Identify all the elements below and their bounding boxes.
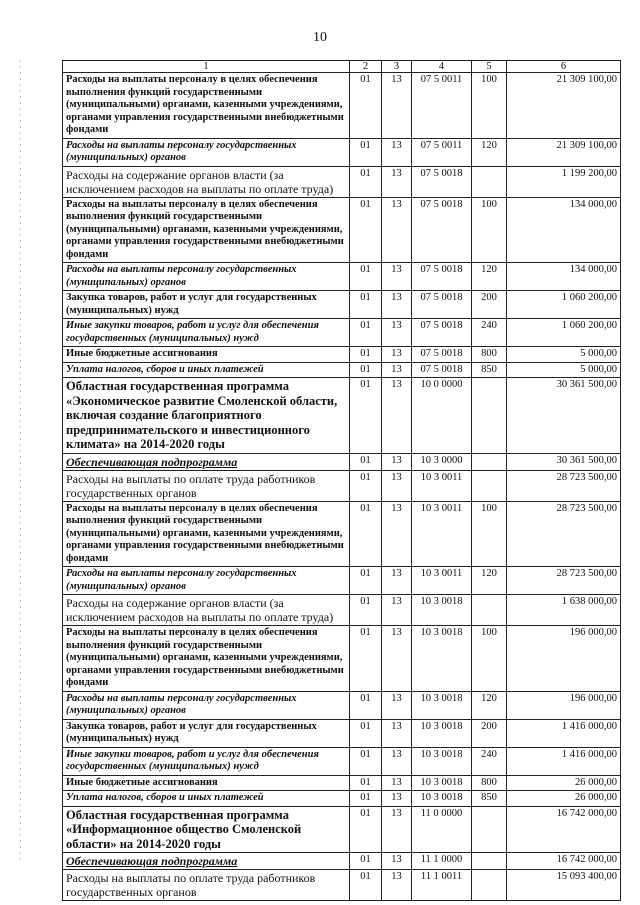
row-section: 01 xyxy=(350,470,382,501)
row-name: Обеспечивающая подпрограмма xyxy=(63,453,350,470)
row-name: Расходы на выплаты персоналу в целях обеспечения выполнения функций государственными (муниципальными) органами, казенными учреждениями, органами управления государственными внебюджетными фондами xyxy=(63,197,350,263)
page-number: 10 xyxy=(313,30,327,45)
table-row xyxy=(63,319,621,347)
row-amount: 1 060 200,00 xyxy=(507,291,621,319)
table-row xyxy=(63,747,621,775)
row-target-code: 10 3 0018 xyxy=(412,791,472,807)
table-row xyxy=(63,691,621,719)
row-subsection: 13 xyxy=(382,853,412,870)
row-target-code: 10 0 0000 xyxy=(412,378,472,454)
row-expense-type: 800 xyxy=(472,347,507,363)
row-section: 01 xyxy=(350,870,382,901)
table-row xyxy=(63,791,621,807)
table-row xyxy=(63,775,621,791)
row-name: Областная государственная программа «Экономическое развитие Смоленской области, включая создание благоприятного предпринимательского и инвестиционного климата» на 2014-2020 годы xyxy=(63,378,350,454)
budget-table xyxy=(62,60,621,901)
table-row xyxy=(63,501,621,567)
row-subsection: 13 xyxy=(382,362,412,378)
row-expense-type xyxy=(472,470,507,501)
row-expense-type xyxy=(472,853,507,870)
row-expense-type: 100 xyxy=(472,197,507,263)
row-amount: 1 416 000,00 xyxy=(507,747,621,775)
row-amount: 26 000,00 xyxy=(507,791,621,807)
table-header-row xyxy=(63,61,621,73)
row-amount: 30 361 500,00 xyxy=(507,453,621,470)
row-section: 01 xyxy=(350,595,382,626)
row-target-code: 10 3 0018 xyxy=(412,747,472,775)
row-amount: 26 000,00 xyxy=(507,775,621,791)
row-expense-type xyxy=(472,166,507,197)
row-target-code: 10 3 0018 xyxy=(412,691,472,719)
row-target-code: 10 3 0011 xyxy=(412,567,472,595)
row-expense-type: 120 xyxy=(472,263,507,291)
row-section: 01 xyxy=(350,691,382,719)
row-name: Расходы на выплаты по оплате труда работников государственных органов xyxy=(63,470,350,501)
row-name: Уплата налогов, сборов и иных платежей xyxy=(63,362,350,378)
row-target-code: 11 1 0000 xyxy=(412,853,472,870)
row-expense-type xyxy=(472,595,507,626)
row-subsection: 13 xyxy=(382,501,412,567)
row-section: 01 xyxy=(350,626,382,692)
table-row xyxy=(63,347,621,363)
row-amount: 28 723 500,00 xyxy=(507,501,621,567)
table-body xyxy=(63,73,621,901)
margin-guide xyxy=(20,60,21,860)
row-expense-type: 100 xyxy=(472,626,507,692)
row-subsection: 13 xyxy=(382,319,412,347)
row-expense-type: 200 xyxy=(472,719,507,747)
table-row xyxy=(63,595,621,626)
row-expense-type: 120 xyxy=(472,138,507,166)
row-name: Областная государственная программа «Информационное общество Смоленской области» на 2014-2020 годы xyxy=(63,806,350,853)
row-expense-type: 100 xyxy=(472,73,507,139)
row-subsection: 13 xyxy=(382,870,412,901)
row-section: 01 xyxy=(350,453,382,470)
row-name: Закупка товаров, работ и услуг для государственных (муниципальных) нужд xyxy=(63,291,350,319)
row-section: 01 xyxy=(350,501,382,567)
row-expense-type: 850 xyxy=(472,791,507,807)
row-target-code: 10 3 0011 xyxy=(412,501,472,567)
row-subsection: 13 xyxy=(382,378,412,454)
row-target-code: 10 3 0018 xyxy=(412,719,472,747)
row-subsection: 13 xyxy=(382,595,412,626)
row-section: 01 xyxy=(350,138,382,166)
row-amount: 16 742 000,00 xyxy=(507,806,621,853)
table-row xyxy=(63,291,621,319)
row-target-code: 07 5 0011 xyxy=(412,138,472,166)
row-amount: 15 093 400,00 xyxy=(507,870,621,901)
row-amount: 5 000,00 xyxy=(507,362,621,378)
row-name: Расходы на выплаты персоналу государственных (муниципальных) органов xyxy=(63,138,350,166)
header-col-5: 5 xyxy=(472,61,507,73)
row-amount: 1 060 200,00 xyxy=(507,319,621,347)
row-target-code: 07 5 0018 xyxy=(412,166,472,197)
row-target-code: 07 5 0018 xyxy=(412,362,472,378)
row-amount: 196 000,00 xyxy=(507,626,621,692)
table-row xyxy=(63,197,621,263)
row-target-code: 07 5 0018 xyxy=(412,291,472,319)
row-subsection: 13 xyxy=(382,138,412,166)
row-amount: 134 000,00 xyxy=(507,197,621,263)
row-section: 01 xyxy=(350,319,382,347)
row-target-code: 07 5 0018 xyxy=(412,319,472,347)
header-col-3: 3 xyxy=(382,61,412,73)
row-amount: 16 742 000,00 xyxy=(507,853,621,870)
row-name: Закупка товаров, работ и услуг для государственных (муниципальных) нужд xyxy=(63,719,350,747)
row-name: Иные бюджетные ассигнования xyxy=(63,775,350,791)
table-row xyxy=(63,73,621,139)
row-name: Иные бюджетные ассигнования xyxy=(63,347,350,363)
row-name: Уплата налогов, сборов и иных платежей xyxy=(63,791,350,807)
row-name: Иные закупки товаров, работ и услуг для обеспечения государственных (муниципальных) нужд xyxy=(63,747,350,775)
row-subsection: 13 xyxy=(382,291,412,319)
row-target-code: 07 5 0018 xyxy=(412,197,472,263)
row-expense-type xyxy=(472,378,507,454)
row-amount: 28 723 500,00 xyxy=(507,470,621,501)
row-expense-type: 240 xyxy=(472,319,507,347)
row-amount: 1 416 000,00 xyxy=(507,719,621,747)
row-subsection: 13 xyxy=(382,166,412,197)
row-expense-type xyxy=(472,870,507,901)
header-col-1: 1 xyxy=(63,61,350,73)
row-amount: 5 000,00 xyxy=(507,347,621,363)
row-section: 01 xyxy=(350,73,382,139)
row-subsection: 13 xyxy=(382,347,412,363)
table-row xyxy=(63,362,621,378)
row-amount: 21 309 100,00 xyxy=(507,73,621,139)
row-section: 01 xyxy=(350,719,382,747)
row-section: 01 xyxy=(350,806,382,853)
row-expense-type: 850 xyxy=(472,362,507,378)
row-expense-type: 120 xyxy=(472,691,507,719)
row-target-code: 10 3 0018 xyxy=(412,595,472,626)
row-subsection: 13 xyxy=(382,747,412,775)
row-expense-type: 200 xyxy=(472,291,507,319)
row-subsection: 13 xyxy=(382,470,412,501)
table-row xyxy=(63,853,621,870)
table-row xyxy=(63,263,621,291)
row-name: Расходы на выплаты персоналу государственных (муниципальных) органов xyxy=(63,691,350,719)
row-name: Расходы на выплаты персоналу в целях обеспечения выполнения функций государственными (муниципальными) органами, казенными учреждениями, органами управления государственными внебюджетными фондами xyxy=(63,73,350,139)
row-expense-type xyxy=(472,453,507,470)
table-row xyxy=(63,453,621,470)
row-name: Обеспечивающая подпрограмма xyxy=(63,853,350,870)
row-subsection: 13 xyxy=(382,197,412,263)
row-section: 01 xyxy=(350,747,382,775)
row-subsection: 13 xyxy=(382,73,412,139)
row-section: 01 xyxy=(350,263,382,291)
row-name: Расходы на выплаты персоналу государственных (муниципальных) органов xyxy=(63,263,350,291)
table-row xyxy=(63,719,621,747)
row-name: Расходы на содержание органов власти (за исключением расходов на выплаты по оплате труда) xyxy=(63,595,350,626)
header-col-6: 6 xyxy=(507,61,621,73)
row-section: 01 xyxy=(350,291,382,319)
row-subsection: 13 xyxy=(382,626,412,692)
header-col-4: 4 xyxy=(412,61,472,73)
row-name: Расходы на выплаты персоналу государственных (муниципальных) органов xyxy=(63,567,350,595)
row-name: Расходы на содержание органов власти (за исключением расходов на выплаты по оплате труда) xyxy=(63,166,350,197)
row-target-code: 07 5 0011 xyxy=(412,73,472,139)
row-target-code: 07 5 0018 xyxy=(412,263,472,291)
table-row xyxy=(63,166,621,197)
table-row xyxy=(63,138,621,166)
row-target-code: 07 5 0018 xyxy=(412,347,472,363)
row-section: 01 xyxy=(350,197,382,263)
row-target-code: 10 3 0018 xyxy=(412,626,472,692)
row-subsection: 13 xyxy=(382,806,412,853)
row-subsection: 13 xyxy=(382,263,412,291)
row-section: 01 xyxy=(350,347,382,363)
row-amount: 1 638 000,00 xyxy=(507,595,621,626)
row-subsection: 13 xyxy=(382,775,412,791)
table-row xyxy=(63,870,621,901)
row-name: Иные закупки товаров, работ и услуг для обеспечения государственных (муниципальных) нужд xyxy=(63,319,350,347)
row-section: 01 xyxy=(350,775,382,791)
row-section: 01 xyxy=(350,567,382,595)
row-amount: 30 361 500,00 xyxy=(507,378,621,454)
row-subsection: 13 xyxy=(382,719,412,747)
row-section: 01 xyxy=(350,362,382,378)
row-subsection: 13 xyxy=(382,691,412,719)
row-expense-type: 100 xyxy=(472,501,507,567)
table-row xyxy=(63,626,621,692)
row-target-code: 10 3 0000 xyxy=(412,453,472,470)
table-row xyxy=(63,567,621,595)
row-expense-type: 240 xyxy=(472,747,507,775)
row-name: Расходы на выплаты персоналу в целях обеспечения выполнения функций государственными (муниципальными) органами, казенными учреждениями, органами управления государственными внебюджетными фондами xyxy=(63,626,350,692)
row-target-code: 10 3 0011 xyxy=(412,470,472,501)
row-target-code: 10 3 0018 xyxy=(412,775,472,791)
row-section: 01 xyxy=(350,791,382,807)
table-row xyxy=(63,806,621,853)
row-amount: 28 723 500,00 xyxy=(507,567,621,595)
row-expense-type: 120 xyxy=(472,567,507,595)
row-subsection: 13 xyxy=(382,567,412,595)
row-subsection: 13 xyxy=(382,791,412,807)
table-row xyxy=(63,470,621,501)
row-section: 01 xyxy=(350,378,382,454)
row-amount: 1 199 200,00 xyxy=(507,166,621,197)
header-col-2: 2 xyxy=(350,61,382,73)
table-row xyxy=(63,378,621,454)
row-section: 01 xyxy=(350,166,382,197)
row-amount: 134 000,00 xyxy=(507,263,621,291)
row-target-code: 11 1 0011 xyxy=(412,870,472,901)
row-amount: 196 000,00 xyxy=(507,691,621,719)
row-subsection: 13 xyxy=(382,453,412,470)
row-amount: 21 309 100,00 xyxy=(507,138,621,166)
row-expense-type xyxy=(472,806,507,853)
row-expense-type: 800 xyxy=(472,775,507,791)
row-name: Расходы на выплаты по оплате труда работников государственных органов xyxy=(63,870,350,901)
row-name: Расходы на выплаты персоналу в целях обеспечения выполнения функций государственными (муниципальными) органами, казенными учреждениями, органами управления государственными внебюджетными фондами xyxy=(63,501,350,567)
row-target-code: 11 0 0000 xyxy=(412,806,472,853)
row-section: 01 xyxy=(350,853,382,870)
